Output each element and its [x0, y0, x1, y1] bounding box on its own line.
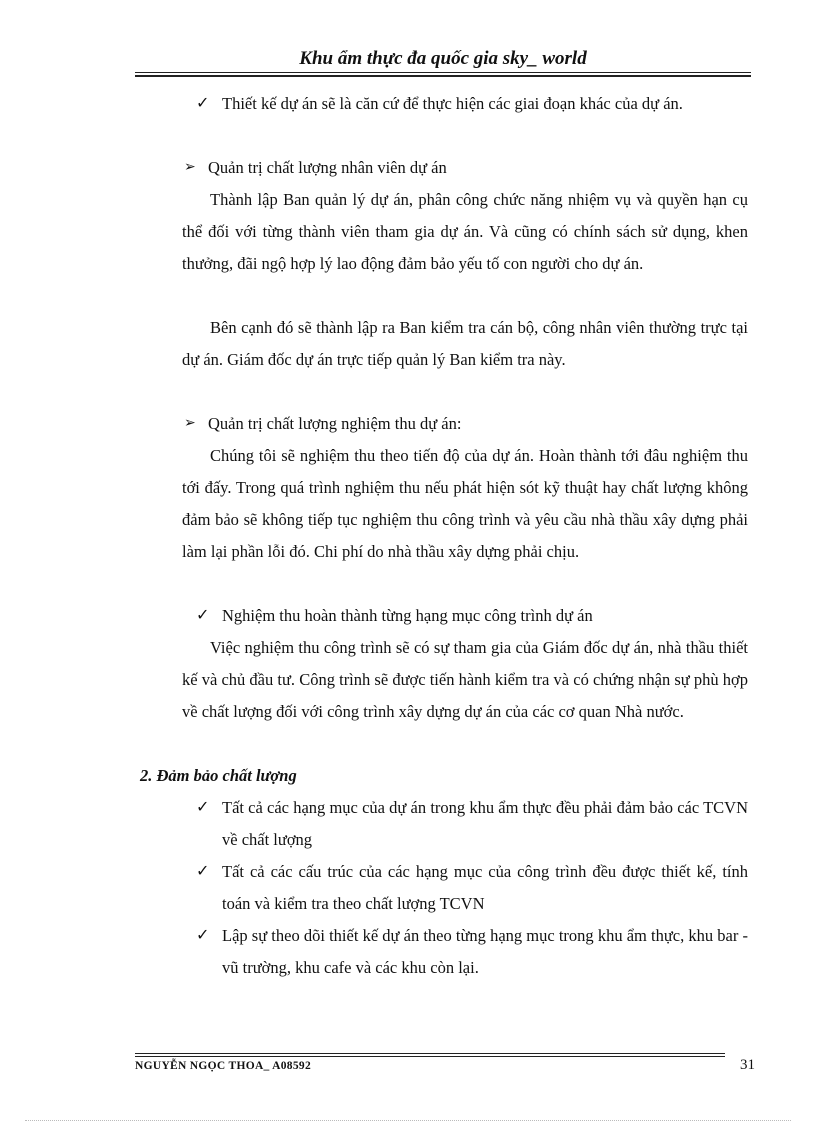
checklist-item-text: Thiết kế dự án sẽ là căn cứ để thực hiện các giai đoạn khác của dự án. [222, 94, 683, 113]
arrow-bullet-icon: ➢ [184, 416, 196, 431]
checkmark-icon: ✓ [196, 927, 210, 944]
checklist-item-text: Tất cả các cấu trúc của các hạng mục của công trình đều được thiết kế, tính toán và kiểm tra theo chất lượng TCVN [222, 862, 748, 913]
arrow-bullet-text: Quản trị chất lượng nhân viên dự án [208, 158, 447, 177]
footer-author: NGUYỄN NGỌC THOA_ A08592 [135, 1060, 311, 1072]
section-heading: 2. Đảm bảo chất lượng [140, 766, 297, 785]
arrow-bullet-icon: ➢ [184, 160, 196, 175]
footer-rule-thin [135, 1056, 725, 1057]
page-edge-divider [25, 1120, 791, 1121]
paragraph-text: Bên cạnh đó sẽ thành lập ra Ban kiểm tra cán bộ, công nhân viên thường trực tại dự án. Giám đốc dự án trực tiếp quản lý Ban kiểm tra này. [182, 318, 748, 369]
footer-rule-thick [135, 1053, 725, 1054]
checklist-item-text: Tất cả các hạng mục của dự án trong khu ẩm thực đều phải đảm bảo các TCVN về chất lượng [222, 798, 748, 849]
header-rule-thick [135, 75, 751, 77]
checklist-item-text: Nghiệm thu hoàn thành từng hạng mục công trình dự án [222, 606, 593, 625]
checklist-item-text: Lập sự theo dõi thiết kế dự án theo từng hạng mục trong khu ẩm thực, khu bar - vũ trường, khu cafe và các khu còn lại. [222, 926, 748, 977]
paragraph-text: Thành lập Ban quản lý dự án, phân công chức năng nhiệm vụ và quyền hạn cụ thể đối với từng thành viên tham gia dự án. Và cũng có chính sách sử dụng, khen thưởng, đãi ngộ hợp lý lao động đảm bảo yếu tố con người cho dự án. [182, 190, 748, 273]
header-rule-thin [135, 72, 751, 73]
checkmark-icon: ✓ [196, 607, 210, 624]
checkmark-icon: ✓ [196, 799, 210, 816]
page-header-title: Khu ẩm thực đa quốc gia sky_ world [299, 48, 587, 69]
checkmark-icon: ✓ [196, 95, 210, 112]
checkmark-icon: ✓ [196, 863, 210, 880]
arrow-bullet-text: Quản trị chất lượng nghiệm thu dự án: [208, 414, 462, 433]
paragraph-text: Việc nghiệm thu công trình sẽ có sự tham gia của Giám đốc dự án, nhà thầu thiết kế và chủ đầu tư. Công trình sẽ được tiến hành kiểm tra và có chứng nhận sự phù hợp về chất lượng đối với công trình xây dựng dự án của các cơ quan Nhà nước. [182, 638, 748, 721]
paragraph-text: Chúng tôi sẽ nghiệm thu theo tiến độ của dự án. Hoàn thành tới đâu nghiệm thu tới đấy. Trong quá trình nghiệm thu nếu phát hiện sót kỹ thuật hay chất lượng không đảm bảo sẽ không tiếp tục nghiệm thu công trình và yêu cầu nhà thầu xây dựng phải làm lại phần lỗi đó. Chi phí do nhà thầu xây dựng phải chịu. [182, 446, 748, 561]
page-number: 31 [740, 1057, 755, 1073]
